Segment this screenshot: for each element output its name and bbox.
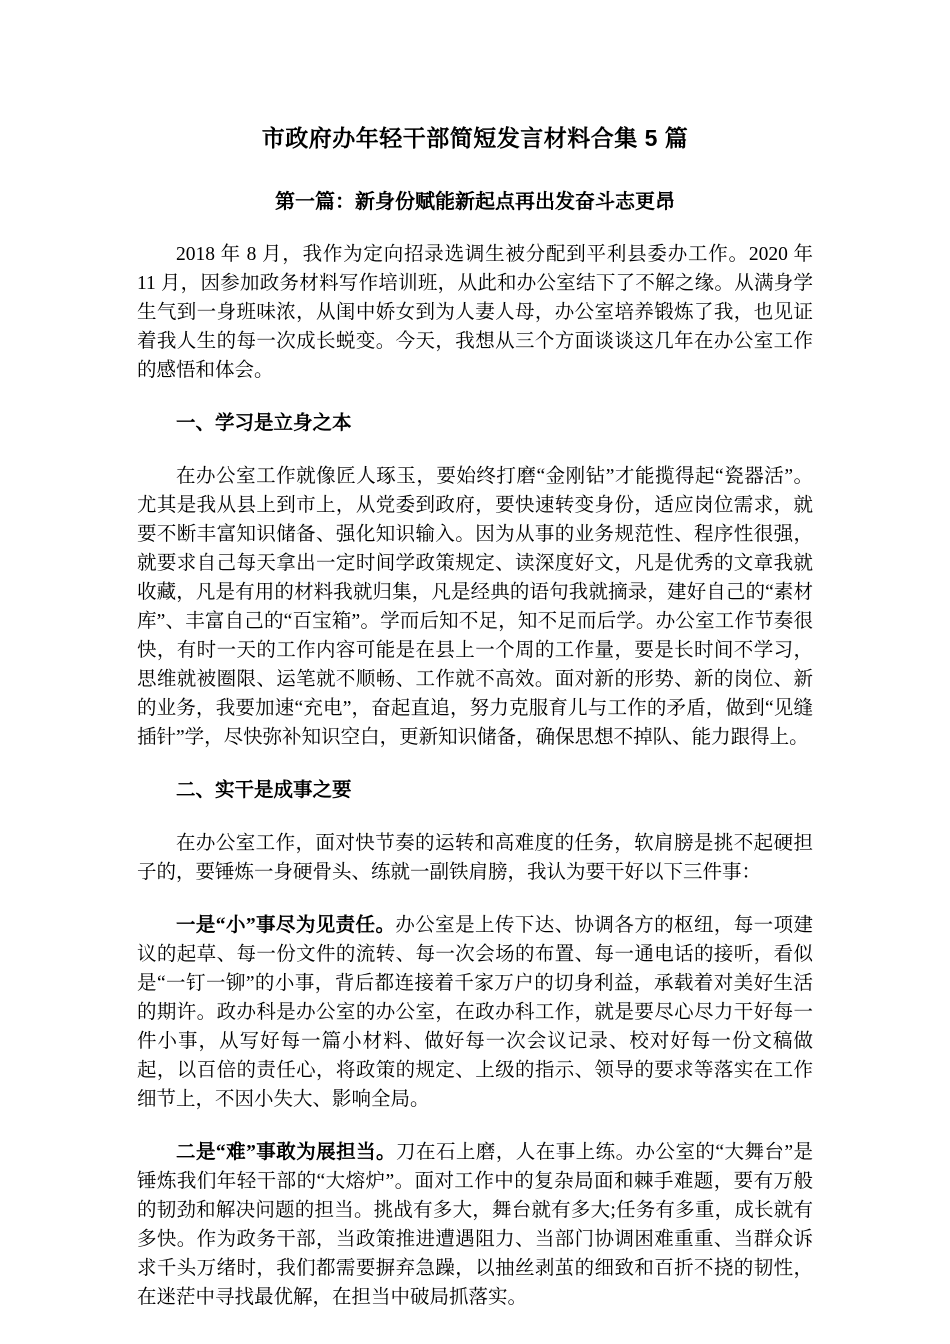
document-title: 市政府办年轻干部简短发言材料合集 5 篇 (261, 125, 689, 151)
paragraph-small-matters (137, 911, 813, 1114)
paragraph-difficult-matters (137, 1138, 813, 1312)
section-heading-2-hard-work: 二、实干是成事之要 (176, 779, 352, 801)
paragraph-intro: 2018 年 8 月，我作为定向招录选调生被分配到平利县委办工作。2020 年 11 月，因参加政务材料写作培训班，从此和办公室结下了不解之缘。从满身学生气到一身班味浓，从闺中娇女到为人妻人母，办公室培养锻炼了我，也见证着我人生的每一次成长蜕变。今天，我想从三个方面谈谈这几年在办公室工作的感悟和体会。 (137, 244, 813, 381)
section-heading-1-learning: 一、学习是立身之本 (176, 412, 352, 434)
paragraph-difficult-matters-text: 刀在石上磨，人在事上练。办公室的“大舞台”是锤炼我们年轻干部的“大熔炉”。面对工作中的复杂局面和棘手难题，要有万般的韧劲和解决问题的担当。挑战有多大，舞台就有多大;任务有多重，成长就有多快。作为政务干部，当政策推进遭遇阻力、当部门协调困难重重、当群众诉求千头万绪时，我们都需要摒弃急躁，以抽丝剥茧的细致和百折不挠的韧性，在迷茫中寻找最优解，在担当中破局抓落实。 (137, 1142, 813, 1308)
chapter-heading: 第一篇：新身份赋能新起点再出发奋斗志更昂 (275, 191, 675, 213)
paragraph-learning: 在办公室工作就像匠人琢玉，要始终打磨“金刚钻”才能揽得起“瓷器活”。尤其是我从县上到市上，从党委到政府，要快速转变身份，适应岗位需求，就要不断丰富知识储备、强化知识输入。因为从事的业务规范性、程序性很强，就要求自己每天拿出一定时间学政策规定、读深度好文，凡是优秀的文章我就收藏，凡是有用的材料我就归集，凡是经典的语句我就摘录，建好自己的“素材库”、丰富自己的“百宝箱”。学而后知不足，知不足而后学。办公室工作节奏很快，有时一天的工作内容可能是在县上一个周的工作量，要是长时间不学习，思维就被圈限、运笔就不顺畅、工作就不高效。面对新的形势、新的岗位、新的业务，我要加速“充电”，奋起直追，努力克服育儿与工作的矛盾，做到“见缝插针”学，尽快弥补知识空白，更新知识储备，确保思想不掉队、能力跟得上。 (137, 466, 813, 748)
paragraph-difficult-matters-bold-lead: 二是“难”事敢为展担当。 (176, 1142, 397, 1163)
paragraph-hard-work-intro: 在办公室工作，面对快节奏的运转和高难度的任务，软肩膀是挑不起硬担子的，要锤炼一身硬骨头、练就一副铁肩膀，我认为要干好以下三件事： (137, 833, 813, 883)
paragraph-small-matters-bold-lead: 一是“小”事尽为见责任。 (176, 915, 396, 936)
paragraph-small-matters-text: 办公室是上传下达、协调各方的枢纽，每一项建议的起草、每一份文件的流转、每一次会场的布置、每一通电话的接听，看似是“一钉一铆”的小事，背后都连接着千家万户的切身利益，承载着对美好生活的期许。政办科是办公室的办公室，在政办科工作，就是要尽心尽力干好每一件小事，从写好每一篇小材料、做好每一次会议记录、校对好每一份文稿做起，以百倍的责任心，将政策的规定、上级的指示、领导的要求等落实在工作细节上，不因小失大、影响全局。 (137, 915, 813, 1110)
